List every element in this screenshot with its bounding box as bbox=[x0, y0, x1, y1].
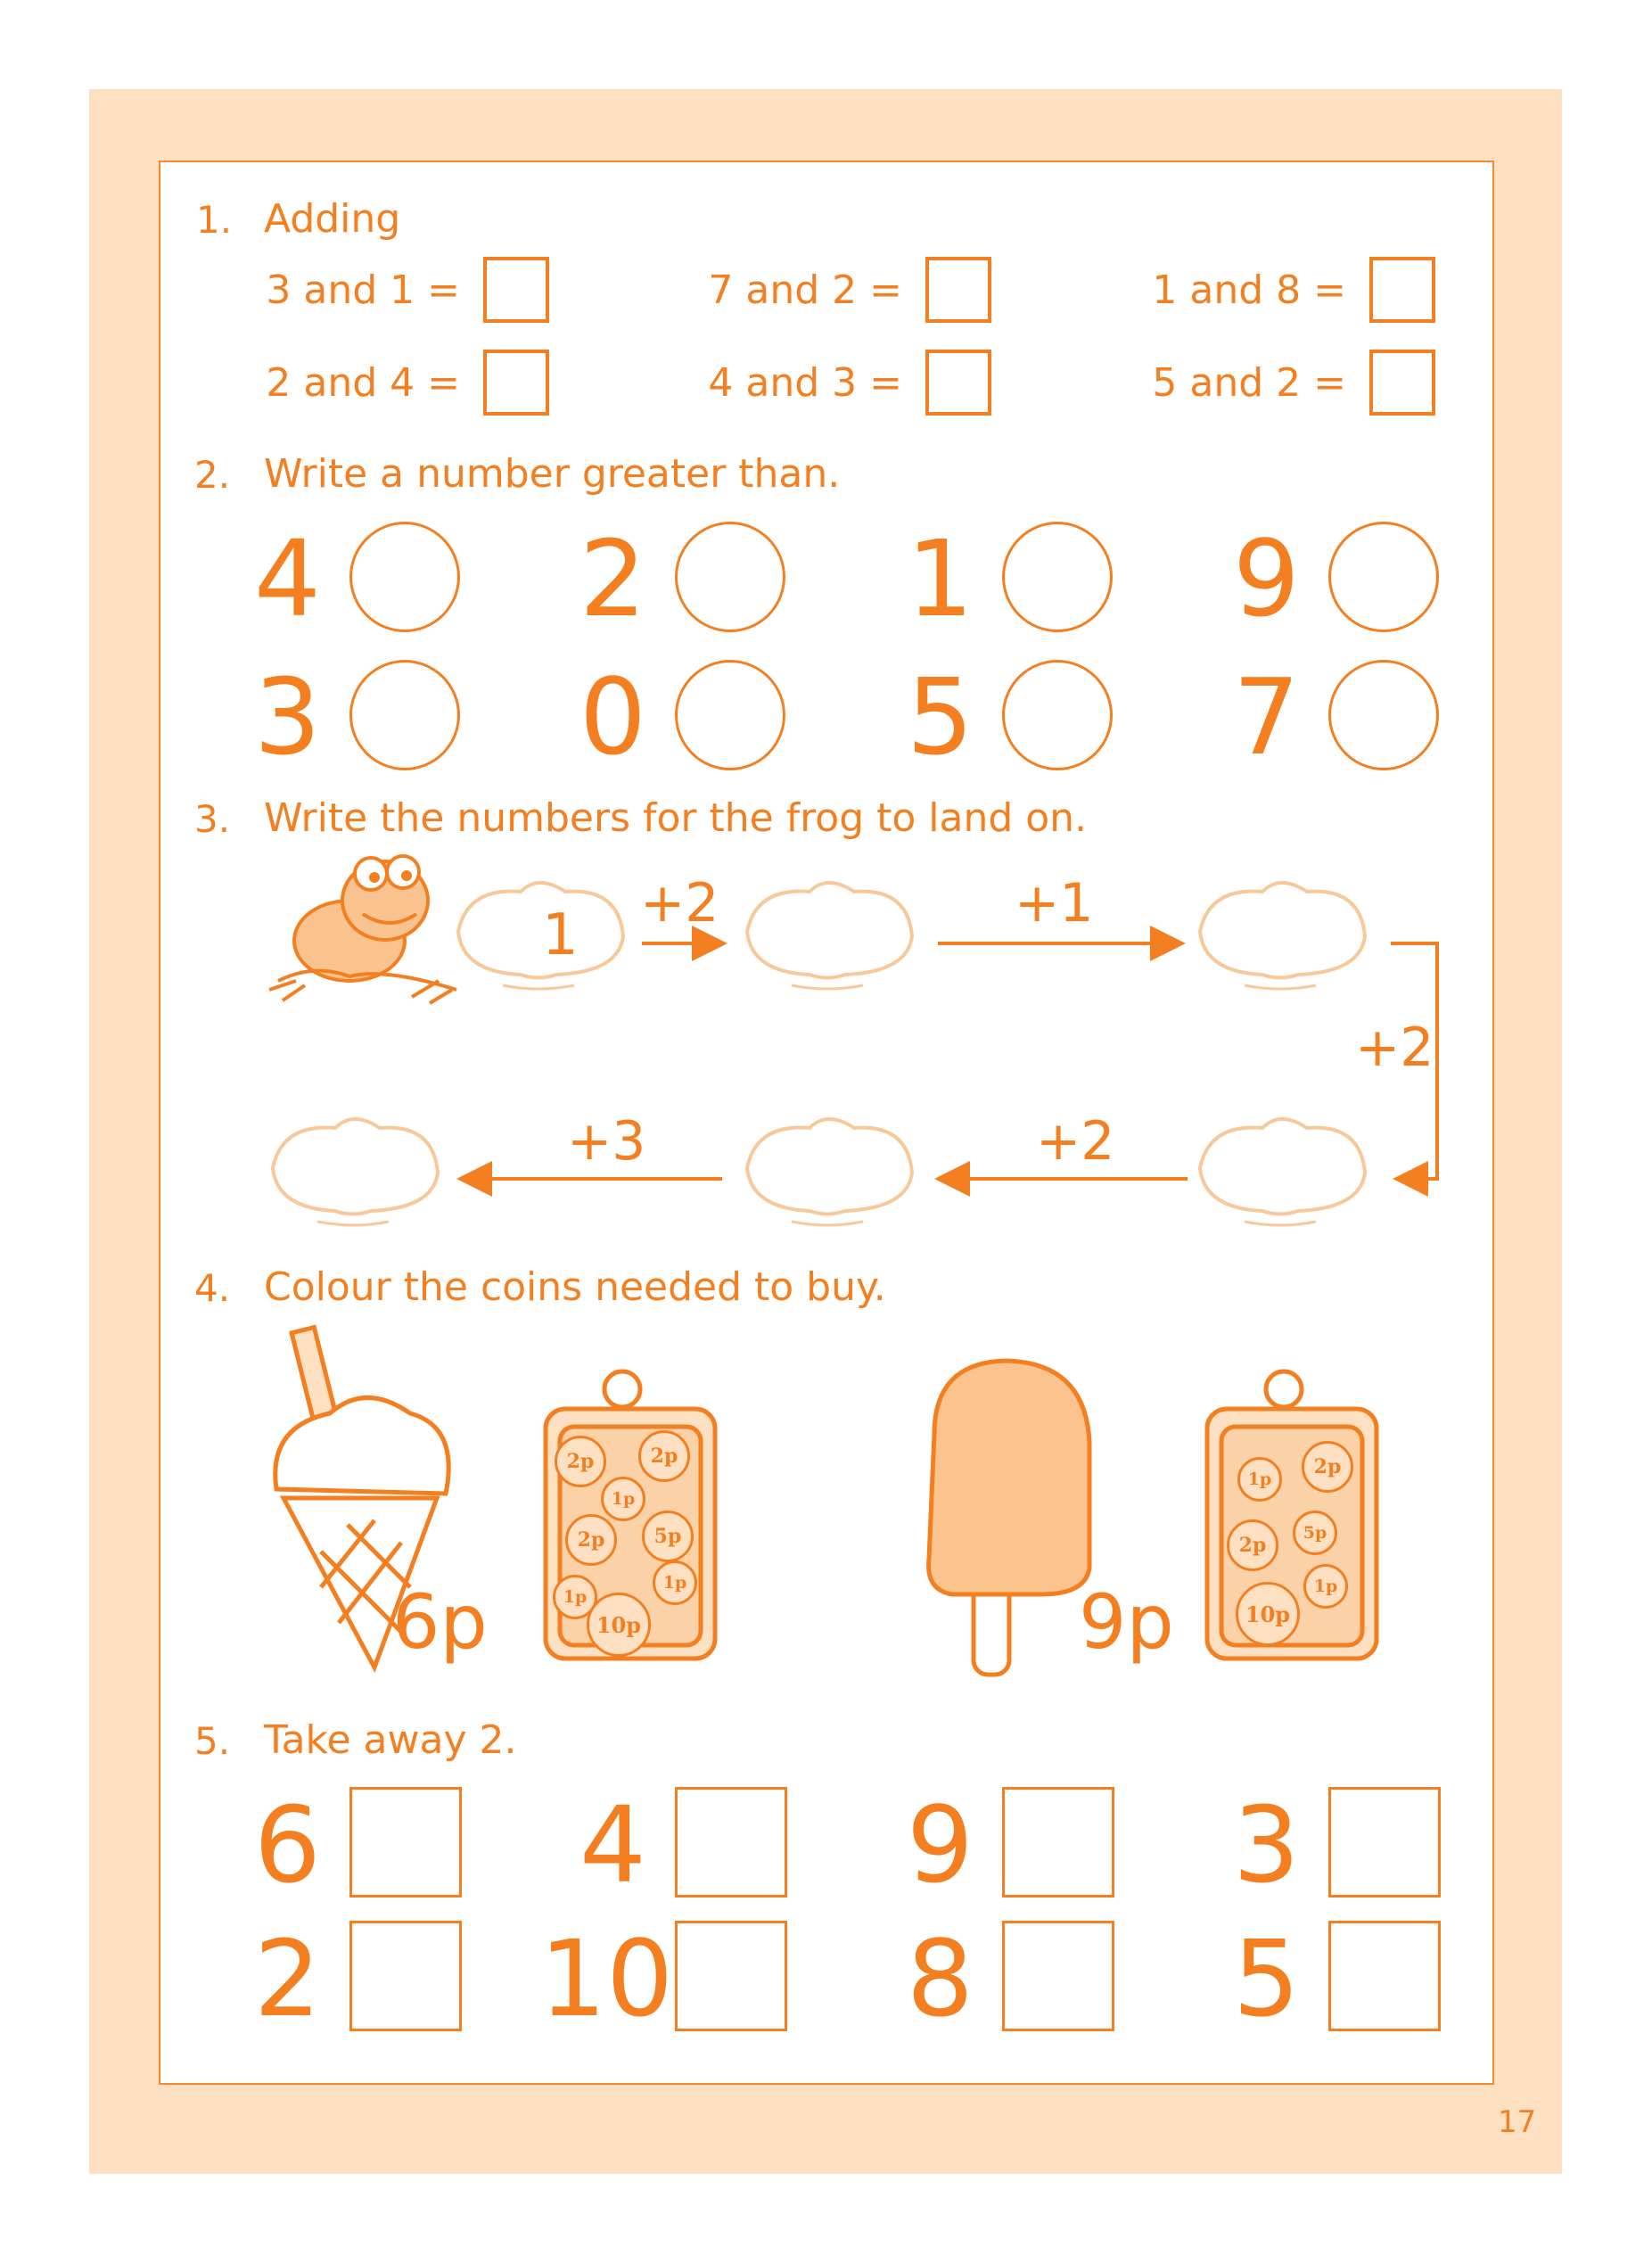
given-number: 2 bbox=[253, 1917, 321, 2040]
question-2-number: 2. bbox=[194, 453, 231, 497]
given-number: 6 bbox=[253, 1783, 321, 1906]
given-number: 0 bbox=[579, 655, 646, 778]
answer-box[interactable] bbox=[349, 1787, 462, 1898]
frog-icon bbox=[260, 847, 474, 1008]
coin[interactable]: 1p bbox=[1237, 1457, 1282, 1502]
question-4-title: Colour the coins needed to buy. bbox=[264, 1264, 886, 1310]
given-number: 9 bbox=[906, 1783, 974, 1906]
step-label: +2 bbox=[1355, 1017, 1434, 1079]
given-number: 3 bbox=[253, 655, 321, 778]
answer-circle[interactable] bbox=[1002, 522, 1113, 632]
question-2-title: Write a number greater than. bbox=[264, 451, 841, 497]
answer-box[interactable] bbox=[483, 257, 549, 323]
leaf-icon bbox=[449, 869, 628, 994]
answer-box[interactable] bbox=[925, 257, 991, 323]
given-number: 5 bbox=[1232, 1917, 1300, 2040]
answer-circle[interactable] bbox=[1002, 660, 1113, 770]
coin[interactable]: 2p bbox=[555, 1436, 606, 1487]
leaf-icon bbox=[738, 869, 916, 994]
coin[interactable]: 1p bbox=[1303, 1564, 1348, 1609]
answer-circle[interactable] bbox=[675, 660, 785, 770]
question-1-title: Adding bbox=[264, 196, 401, 242]
step-label: +2 bbox=[1036, 1110, 1115, 1173]
page-number: 17 bbox=[1498, 2104, 1537, 2140]
answer-box[interactable] bbox=[1369, 350, 1435, 416]
given-number: 2 bbox=[579, 517, 646, 640]
sum-2: 7 and 2 = bbox=[708, 268, 902, 313]
answer-box[interactable] bbox=[1369, 257, 1435, 323]
step-label: +1 bbox=[1015, 872, 1094, 934]
answer-circle[interactable] bbox=[349, 522, 460, 632]
coin[interactable]: 10p bbox=[587, 1593, 651, 1657]
sum-6: 5 and 2 = bbox=[1152, 360, 1346, 406]
question-3-title: Write the numbers for the frog to land on. bbox=[264, 795, 1088, 841]
coin[interactable]: 2p bbox=[1227, 1519, 1278, 1571]
sum-1: 3 and 1 = bbox=[266, 268, 460, 313]
question-5-title: Take away 2. bbox=[264, 1717, 517, 1763]
coin[interactable]: 1p bbox=[601, 1477, 645, 1521]
answer-circle[interactable] bbox=[1328, 522, 1439, 632]
start-number: 1 bbox=[542, 902, 579, 968]
answer-box[interactable] bbox=[925, 350, 991, 416]
answer-circle[interactable] bbox=[675, 522, 785, 632]
question-1-number: 1. bbox=[196, 198, 233, 242]
question-4-number: 4. bbox=[194, 1266, 231, 1310]
given-number: 7 bbox=[1232, 655, 1300, 778]
sum-3: 1 and 8 = bbox=[1152, 268, 1346, 313]
answer-box[interactable] bbox=[1328, 1787, 1441, 1898]
answer-box[interactable] bbox=[483, 350, 549, 416]
leaf-icon bbox=[264, 1106, 442, 1231]
step-label: +2 bbox=[640, 872, 719, 934]
purse-1-coins bbox=[553, 1436, 722, 1667]
question-5-number: 5. bbox=[194, 1719, 231, 1763]
leaf-icon bbox=[1191, 869, 1369, 994]
answer-box[interactable] bbox=[675, 1921, 787, 2031]
ice-cream-price: 6p bbox=[392, 1578, 488, 1666]
coin[interactable]: 2p bbox=[638, 1430, 690, 1482]
leaf-icon bbox=[1191, 1106, 1369, 1231]
coin[interactable]: 2p bbox=[565, 1514, 617, 1566]
answer-circle[interactable] bbox=[1328, 660, 1439, 770]
sum-5: 4 and 3 = bbox=[708, 360, 902, 406]
given-number: 3 bbox=[1232, 1783, 1300, 1906]
coin[interactable]: 5p bbox=[642, 1511, 694, 1562]
answer-circle[interactable] bbox=[349, 660, 460, 770]
step-label: +3 bbox=[567, 1110, 646, 1173]
coin[interactable]: 5p bbox=[1293, 1511, 1337, 1555]
given-number: 5 bbox=[906, 655, 974, 778]
coin[interactable]: 1p bbox=[553, 1575, 597, 1619]
answer-box[interactable] bbox=[349, 1921, 462, 2031]
answer-box[interactable] bbox=[1002, 1787, 1114, 1898]
given-number: 4 bbox=[579, 1783, 646, 1906]
coin[interactable]: 1p bbox=[653, 1560, 697, 1605]
ice-lolly-price: 9p bbox=[1079, 1578, 1174, 1666]
given-number: 9 bbox=[1232, 517, 1300, 640]
coin[interactable]: 2p bbox=[1302, 1441, 1353, 1493]
question-3-number: 3. bbox=[194, 797, 231, 841]
answer-box[interactable] bbox=[1328, 1921, 1441, 2031]
answer-box[interactable] bbox=[675, 1787, 787, 1898]
answer-box[interactable] bbox=[1002, 1921, 1114, 2031]
given-number: 10 bbox=[539, 1917, 674, 2040]
sum-4: 2 and 4 = bbox=[266, 360, 460, 406]
leaf-icon bbox=[738, 1106, 916, 1231]
purse-2-coins bbox=[1214, 1436, 1384, 1667]
given-number: 8 bbox=[906, 1917, 974, 2040]
given-number: 4 bbox=[253, 517, 321, 640]
coin[interactable]: 10p bbox=[1236, 1582, 1300, 1646]
given-number: 1 bbox=[906, 517, 974, 640]
